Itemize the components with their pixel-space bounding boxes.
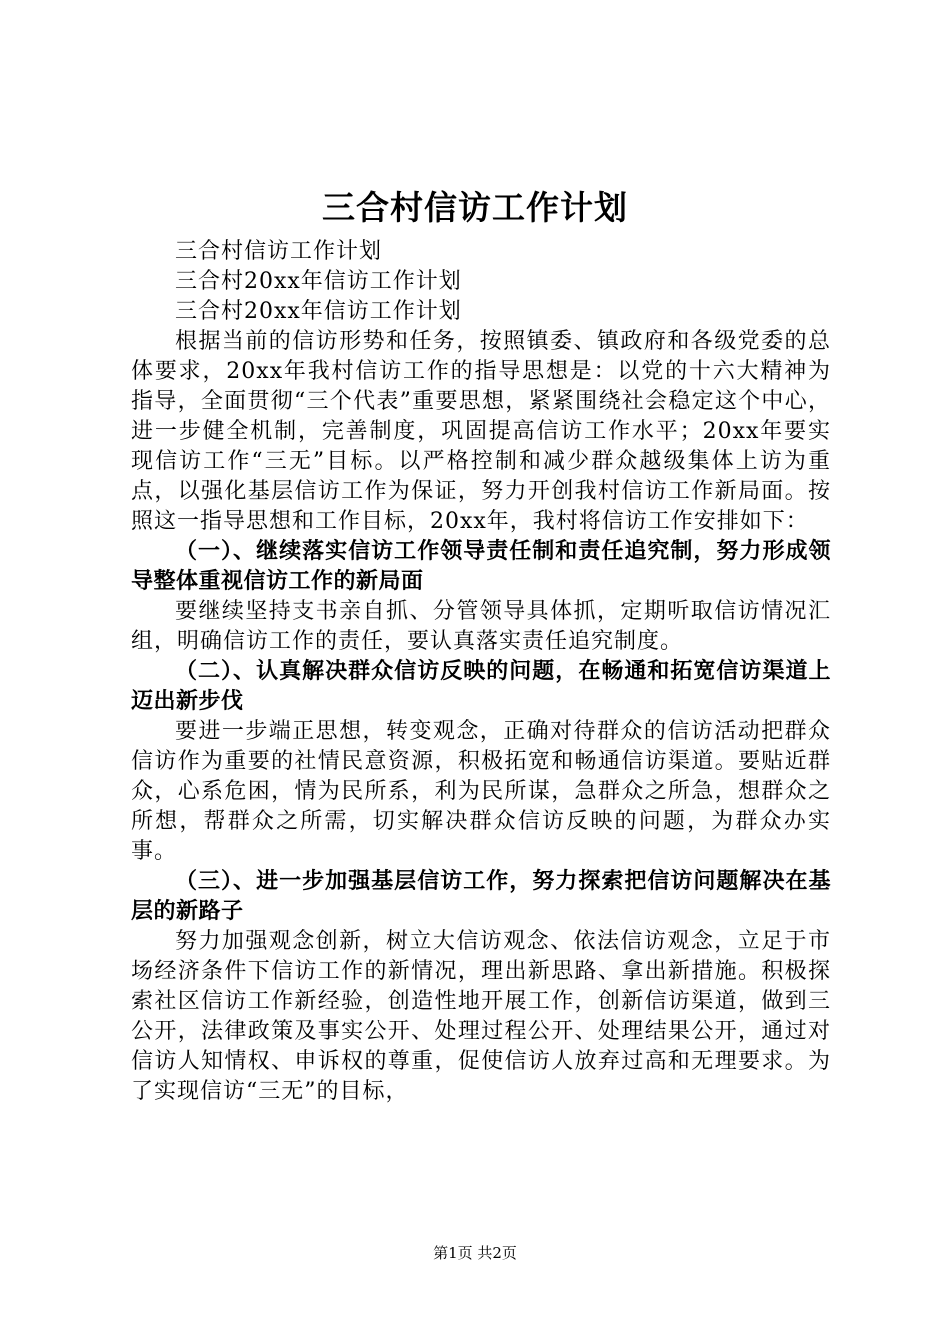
intro-paragraph: 根据当前的信访形势和任务，按照镇委、镇政府和各级党委的总体要求，20xx年我村信访工作的指导思想是：以党的十六大精神为指导，全面贯彻“三个代表”重要思想，紧紧围绕社会稳定这个中心，进一步健全机制，完善制度，巩固提高信访工作水平；20xx年要实现信访工作“三无”目标。以严格控制和减少群众越级集体上访为重点，以强化基层信访工作为保证，努力开创我村信访工作新局面。按照这一指导思想和工作目标，20xx年，我村将信访工作安排如下： [131,329,831,534]
document-body [131,237,831,1107]
subtitle-line: 三合村20xx年信访工作计划 [175,299,462,324]
section-body-1: 要继续坚持支书亲自抓、分管领导具体抓，定期听取信访情况汇组，明确信访工作的责任，要认真落实责任追究制度。 [131,599,831,654]
section-body-3: 努力加强观念创新，树立大信访观念、依法信访观念，立足于市场经济条件下信访工作的新情况，理出新思路、拿出新措施。积极探索社区信访工作新经验，创造性地开展工作，创新信访渠道，做到三公开，法律政策及事实公开、处理过程公开、处理结果公开，通过对信访人知情权、申诉权的尊重，促使信访人放弃过高和无理要求。为了实现信访“三无”的目标， [131,929,831,1104]
section-heading-1: （一）、继续落实信访工作领导责任制和责任追究制，努力形成领导整体重视信访工作的新局面 [131,539,831,594]
subtitle-line: 三合村20xx年信访工作计划 [175,269,462,294]
document-title: 三合村信访工作计划 [322,188,628,227]
page-number-footer: 第1页 共2页 [433,1244,517,1262]
section-heading-3: （三）、进一步加强基层信访工作，努力探索把信访问题解决在基层的新路子 [131,869,831,924]
section-body-2: 要进一步端正思想，转变观念，正确对待群众的信访活动把群众信访作为重要的社情民意资源，积极拓宽和畅通信访渠道。要贴近群众，心系危困，情为民所系，利为民所谋，急群众之所急，想群众之所想，帮群众之所需，切实解决群众信访反映的问题，为群众办实事。 [131,719,831,864]
section-heading-2: （二）、认真解决群众信访反映的问题，在畅通和拓宽信访渠道上迈出新步伐 [131,659,831,714]
subtitle-line: 三合村信访工作计划 [175,239,383,264]
